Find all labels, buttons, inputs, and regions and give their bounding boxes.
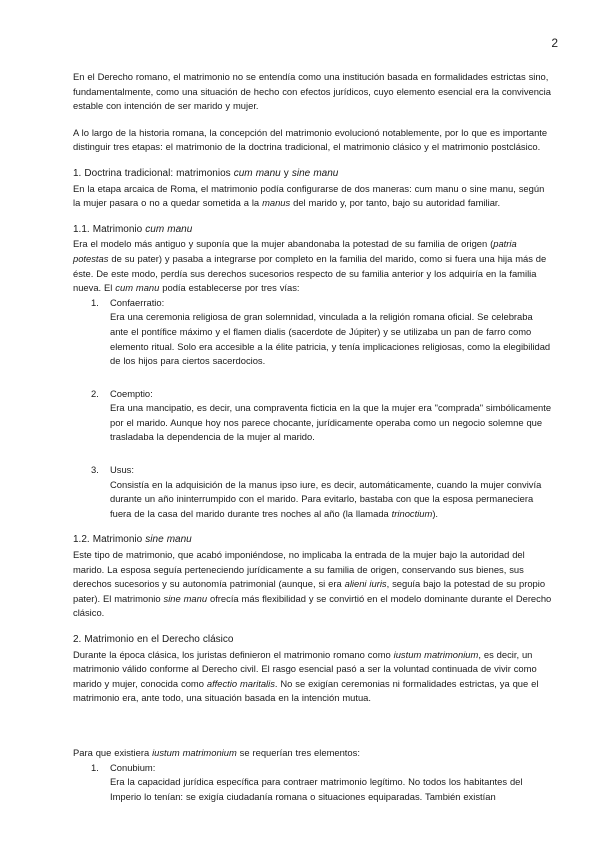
section-1-heading-italic-1: cum manu <box>233 167 281 179</box>
section-1-2-text-e: ofrecía más flexibilidad y se convirtió en el modelo dominante durante el Derecho clásico. <box>73 592 552 619</box>
list-item-number: 3. <box>91 464 99 476</box>
list-item <box>73 387 553 445</box>
section-1-text-end: del marido y, por tanto, bajo su autoridad familiar. <box>290 197 501 209</box>
section-1-italic: manus <box>262 197 291 209</box>
section-1-1-heading <box>73 223 553 238</box>
list-item-body: Era la capacidad jurídica específica para contraer matrimonio legítimo. No todos los habitantes del Imperio lo tenían: se exigía ciudadanía romana o situaciones equiparadas. También existían <box>110 776 523 802</box>
section-1-paragraph <box>73 182 553 211</box>
section-2-text-e: . No se exigían ceremonias ni formalidades estrictas, ya que el matrimonio era, ante todo, una situación basada en la intención mutua. <box>73 677 539 704</box>
section-1-2-italic-b: alieni iuris <box>344 578 387 590</box>
list-item-number: 1. <box>91 296 99 308</box>
list-spacer <box>73 369 553 387</box>
section-2-heading: 2. Matrimonio en el Derecho clásico <box>73 634 234 645</box>
list-item <box>73 761 553 805</box>
section-1-1-italic-b: patria potestas <box>73 238 517 264</box>
section-1-1-text-a: Era el modelo más antiguo y suponía que la mujer abandonaba la potestad de su familia de origen ( <box>73 238 494 250</box>
list-item <box>73 463 553 521</box>
list-spacer <box>73 445 553 463</box>
section-1-2-italic-d: sine manu <box>163 592 208 604</box>
list-item-title: Coemptio: <box>110 387 153 399</box>
section-1-2-heading-text: 1.2. Matrimonio <box>73 534 146 546</box>
document-body <box>73 70 553 804</box>
section-1-1-text-c: de su pater) y pasaba a integrarse por completo en la familia del marido, como si fuera una hija más de éste. De este modo, perdía sus derechos sucesorios respecto de su familia anterior y los adquiría en la familia nueva. El <box>73 252 547 294</box>
section-1-1-paragraph <box>73 237 553 295</box>
intro-paragraph-1: En el Derecho romano, el matrimonio no se entendía como una institución basada en formalidades estrictas sino, fundamentalmente, como una situación de hecho con efectos jurídicos, cuyo elemento esencial era la convivencia estable con intención de ser marido y mujer. <box>73 71 551 112</box>
section-1-1-italic-d: cum manu <box>115 282 160 294</box>
list-item-body-text: Consistía en la adquisición de la manus ipso iure, es decir, automáticamente, cuando la mujer convivía durante un año ininterrumpido con el marido. Para evitarlo, bastaba con que la esposa permaneciera fuera de la casa del marido durante tres noches al año (la llamada <box>110 478 542 519</box>
section-1-1-text-e: podía establecerse por tres vías: <box>159 282 300 294</box>
section-1-1-heading-italic: cum manu <box>145 223 193 235</box>
list-item-body-end: ). <box>432 507 439 519</box>
list-item-body <box>110 478 553 522</box>
section-2-text-a: Durante la época clásica, los juristas definieron el matrimonio romano como <box>73 648 394 660</box>
section-1-2-paragraph <box>73 548 553 621</box>
section-2-italic-d: affectio maritalis <box>206 677 275 689</box>
requirements-text-c: se requerían tres elementos: <box>236 746 360 758</box>
requirements-list <box>73 761 553 805</box>
section-2-text-c: , es decir, un matrimonio válido conforme al Derecho civil. El rasgo esencial pasó a ser la voluntad continuada de vivir como marido y mujer, conocida como <box>73 648 537 689</box>
section-1-2-text-a: Este tipo de matrimonio, que acabó imponiéndose, no implicaba la entrada de la mujer bajo la autoridad del marido. La esposa seguía perteneciendo jurídicamente a su familia de origen, conservando sus bienes, sus derechos sucesorios y su autonomía patrimonial (aunque, si era <box>73 549 525 590</box>
section-1-heading-text: 1. Doctrina tradicional: matrimonios <box>73 167 234 179</box>
list-item-body: Era una ceremonia religiosa de gran solemnidad, vinculada a la religión romana oficial. Se celebraba ante el pontífice máximo y el flamen dialis (sacerdote de Júpiter) y se utilizaba un pan de farro como elemento ritual. Solo era accesible a la élite patricia, y tenía implicaciones religiosas, como la elegibilidad de los hijos para ciertos sacerdocios. <box>110 311 551 367</box>
list-item-title: Conubium: <box>110 761 156 773</box>
section-1-heading-italic-2: sine manu <box>291 167 339 179</box>
section-2-italic-b: iustum matrimonium <box>393 648 479 660</box>
list-item-body-italic: trinoctium <box>391 507 433 519</box>
page-number: 2 <box>551 36 558 50</box>
section-2-paragraph <box>73 648 553 706</box>
intro-paragraph-2: A lo largo de la historia romana, la concepción del matrimonio evolucionó notablemente, por lo que es importante distinguir tres etapas: el matrimonio de la doctrina tradicional, el matrimonio clásico y el matrimonio postclásico. <box>73 126 548 153</box>
requirements-italic-b: iustum matrimonium <box>152 746 237 758</box>
section-1-heading <box>73 167 553 182</box>
section-1-2-heading-italic: sine manu <box>145 534 192 546</box>
list-item-body: Era una mancipatio, es decir, una compraventa ficticia en la que la mujer era "comprada" simbólicamente por el marido. Aunque hoy nos parece chocante, jurídicamente operaba como un negocio solemne que trasladaba la dependencia de la mujer al marido. <box>110 402 552 443</box>
list-item <box>73 296 553 369</box>
list-item-number: 1. <box>91 761 99 773</box>
requirements-intro <box>73 746 553 761</box>
section-1-1-heading-text: 1.1. Matrimonio <box>73 223 146 235</box>
section-1-text: En la etapa arcaica de Roma, el matrimonio podía configurarse de dos maneras: cum manu o sine manu, según la mujer pasara o no a quedar sometida a la <box>73 182 545 209</box>
list-item-title: Confaerratio: <box>110 296 165 308</box>
section-1-2-text-c: , seguía bajo la potestad de su propio pater). El matrimonio <box>73 578 546 604</box>
vias-list <box>73 296 553 522</box>
list-item-title: Usus: <box>110 464 134 476</box>
list-item-number: 2. <box>91 387 99 399</box>
section-1-2-heading <box>73 533 553 548</box>
section-1-heading-conj: y <box>280 167 292 179</box>
requirements-text-a: Para que existiera <box>73 746 153 758</box>
